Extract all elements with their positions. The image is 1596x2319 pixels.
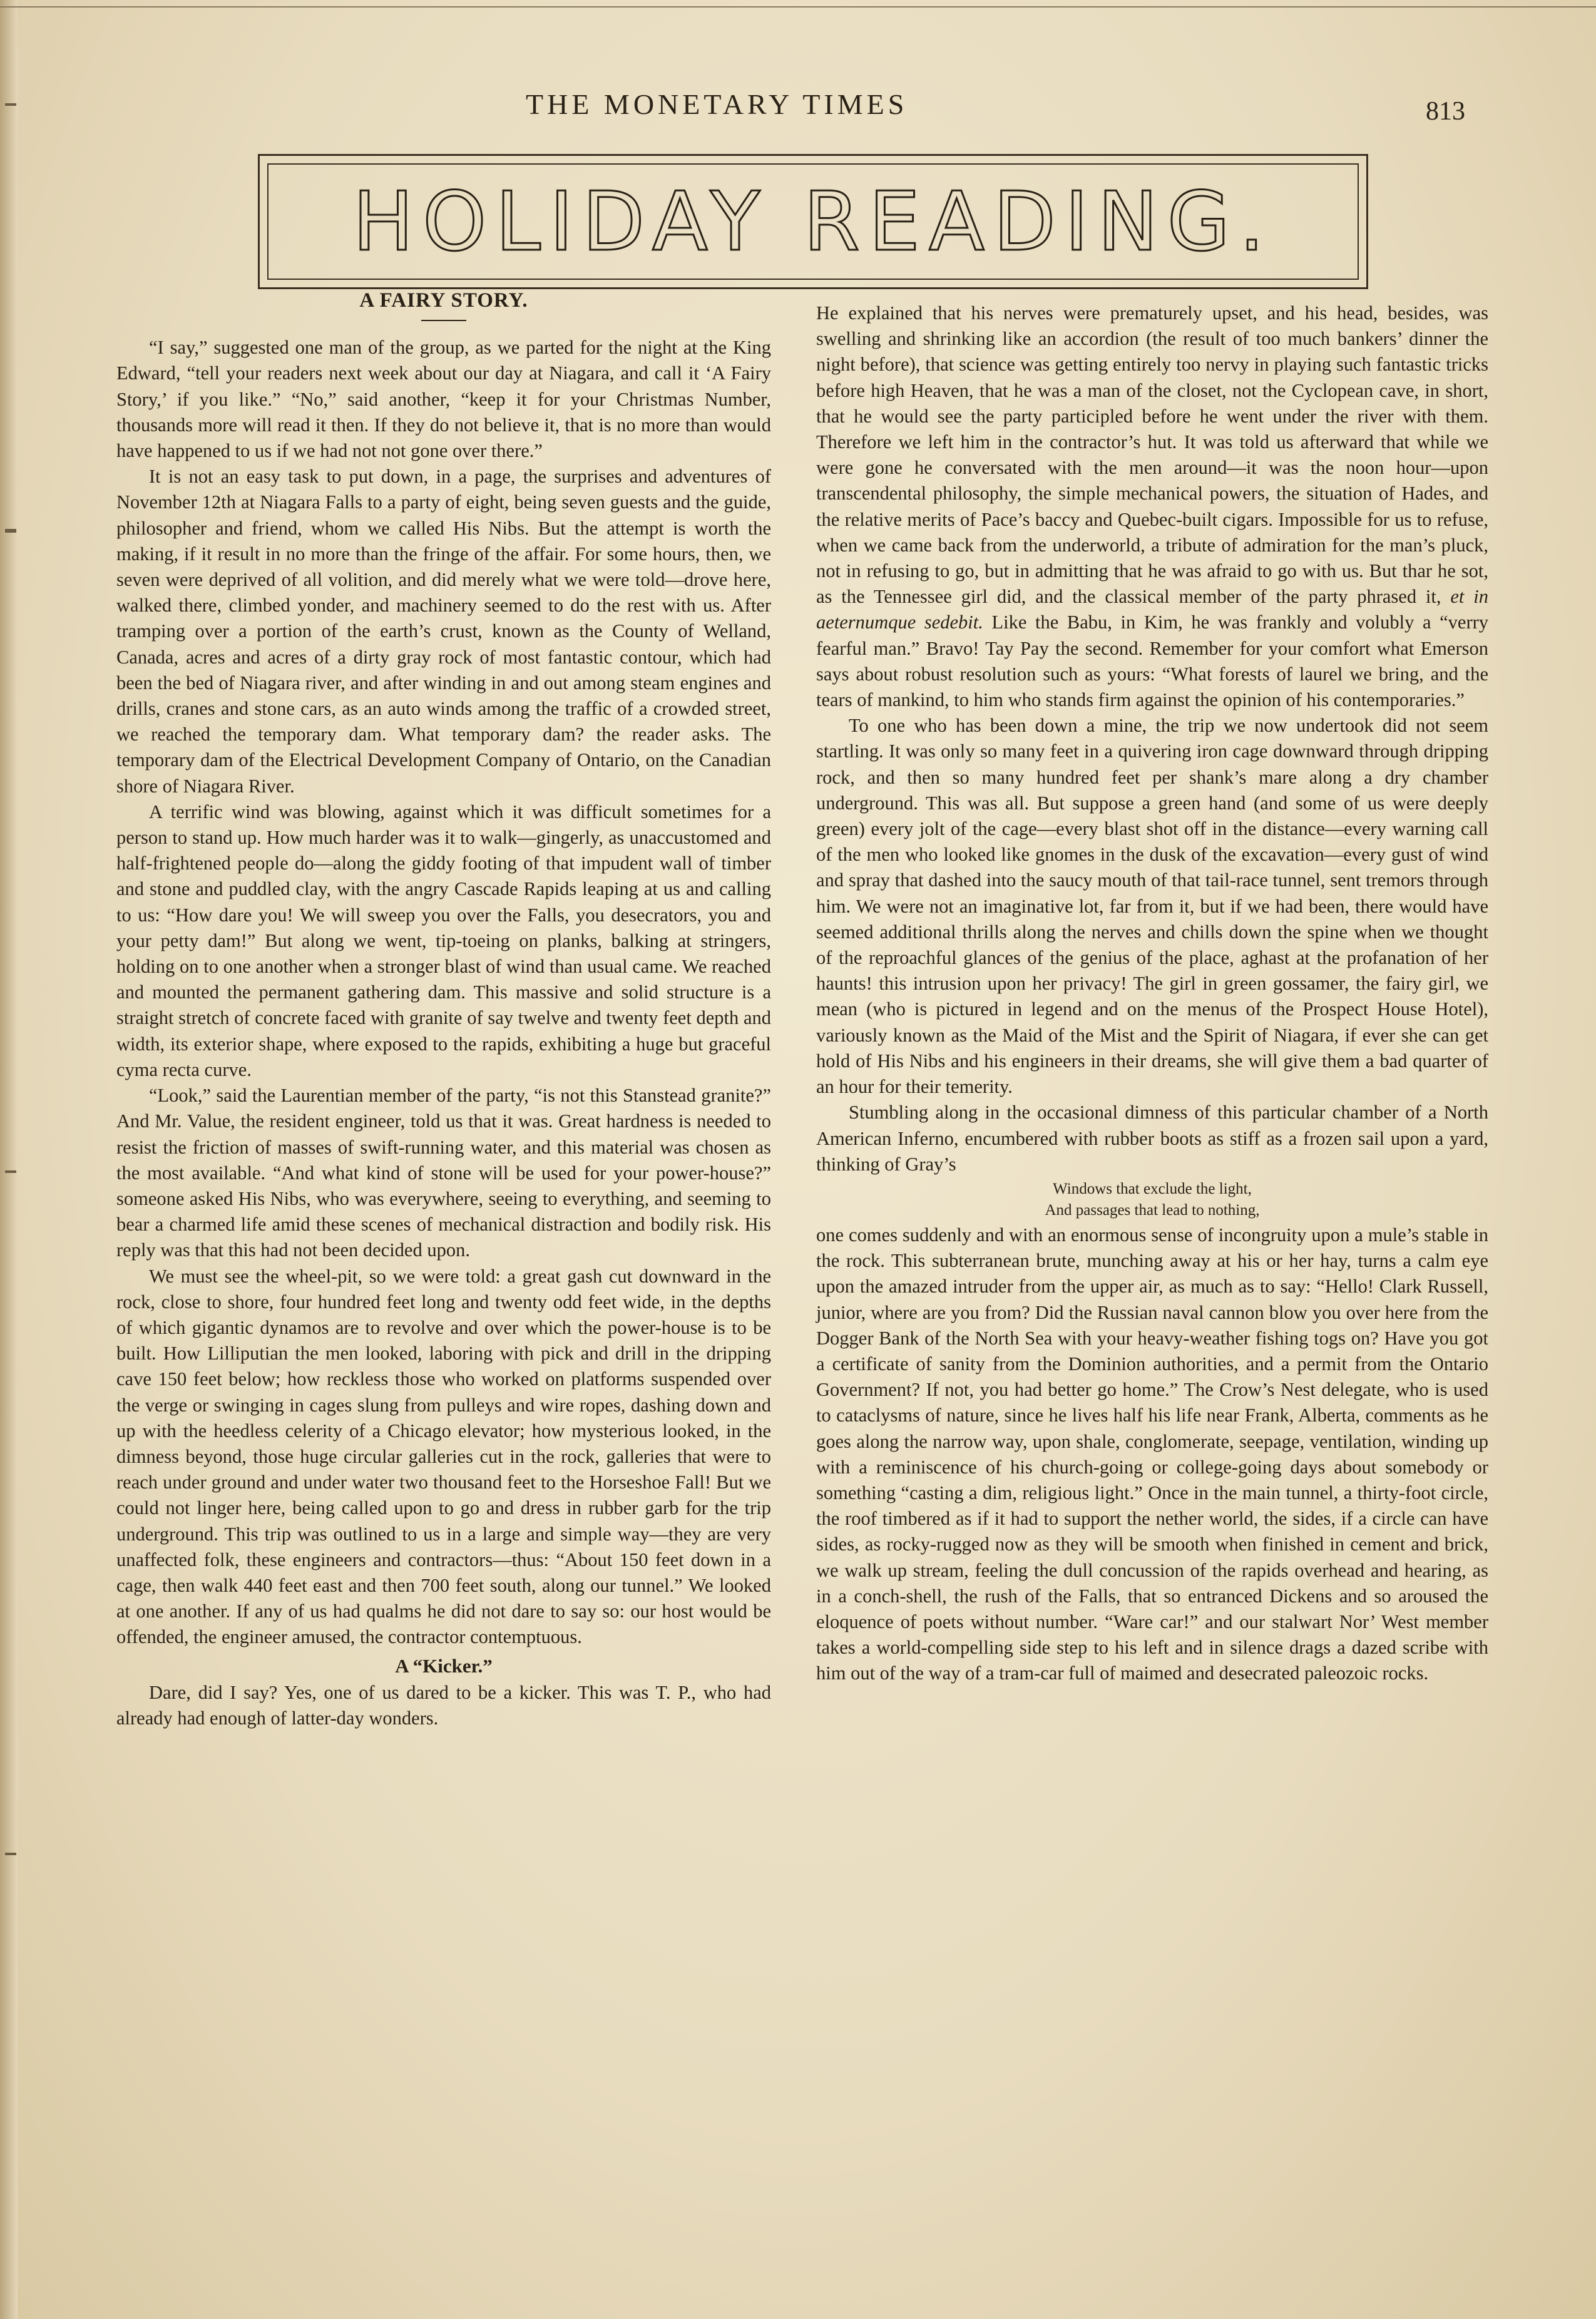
heading-rule: [421, 320, 466, 321]
running-title: THE MONETARY TIMES: [526, 88, 908, 120]
paragraph: “I say,” suggested one man of the group, as we parted for the night at the King Edward, “tell your readers next week about our day at Niagara, and call it ‘A Fairy Story,’ if you like.” “No,” said another, “keep it for your Christmas Number, thousands more will read it then. If they do not believe it, that is no more than would have happened to us if we had not not gone over there.”: [116, 337, 771, 462]
paragraph-text: Like the Babu, in Kim, he was frankly and volubly a “verry fearful man.” Bravo! Tay Pay the second. Remember for your comfort what Emerson says about robust resolution such as yours: “What forests of laurel we bring, and the tears of mankind, to him who stands firm against the opinion of his contemporaries.”: [816, 612, 1489, 711]
paragraph: To one who has been down a mine, the trip we now undertook did not seem startling. It was only so many feet in a quivering iron cage downward through dripping rock, and then so many hundred feet per shank’s mare along a dry chamber underground. This was all. But suppose a green hand (and some of us were deeply green) every jolt of the cage—every blast shot off in the distance—every warning call of the men who looked like gnomes in the dusk of the excavation—every gust of wind and spray that dashed into the saucy mouth of that tail-race tunnel, sent tremors through him. We were not an imaginative lot, far from it, but if we had been, there would have seemed additional thrills along the nerves and chills down the spine when we thought of the reproachful glances of the genius of the place, aghast at the profanation of her haunts! this intrusion upon her privacy! The girl in green gossamer, the fairy girl, we mean (who is pictured in legend and on the menus of the Prospect House Hotel), variously known as the Maid of the Mist and the Spirit of Niagara, if ever she can get hold of His Nibs and his engineers in their dreams, she will give them a bad quarter of an hour for their temerity.: [816, 715, 1488, 1098]
latin-phrase: et in aeternumque sedebit.: [816, 586, 1488, 633]
page-binding-edge: [0, 0, 18, 2319]
margin-mark: [5, 1853, 16, 1855]
banner-title: HOLIDAY READING.: [352, 174, 1274, 269]
section-banner-inner-frame: [267, 163, 1359, 280]
paragraph: A terrific wind was blowing, against which it was difficult sometimes for a person to stand up. How much harder was it to walk—gingerly, as unaccustomed and half-frightened people do—along the giddy footing of that impudent wall of timber and stone and puddled clay, with the angry Cascade Rapids leaping at us and calling to us: “How dare you! We will sweep you over the Falls, you desecrators, you and your petty dam!” But along we went, tip-toeing on planks, balking at stringers, holding on to one another when a stronger blast of wind than usual came. We reached and mounted the permanent gathering dam. This massive and solid structure is a straight stretch of concrete faced with granite of say twelve and twenty feet depth and width, its exterior shape, where exposed to the rapids, exhibiting a huge but graceful cyma recta curve.: [116, 801, 771, 1080]
right-column: [816, 300, 1488, 1687]
page-header: [0, 88, 1596, 131]
verse-line: Windows that exclude the light,: [1053, 1180, 1252, 1197]
paragraph: It is not an easy task to put down, in a page, the surprises and adventures of November 12th at Niagara Falls to a party of eight, being seven guests and the guide, philosopher and friend, whom we called His Nibs. But the attempt is worth the making, if it result in no more than the fringe of the affair. For some hours, then, we seven were deprived of all volition, and did merely what we were told—drove here, walked there, climbed yonder, and machinery seemed to do the rest with us. After tramping over a portion of the earth’s crust, known as the County of Welland, Canada, acres and acres of a dirty gray rock of most fantastic contour, which had been the bed of Niagara river, and after winding in and out among steam engines and drills, cranes and stone cars, as an auto winds among the traffic of a crowded street, we reached the temporary dam. What temporary dam? the reader asks. The temporary dam of the Electrical Development Company of Ontario, on the Canadian shore of Niagara River.: [116, 466, 771, 797]
section-banner: [258, 154, 1368, 289]
verse-line: And passages that lead to nothing,: [1045, 1201, 1260, 1219]
paragraph: Stumbling along in the occasional dimness of this particular chamber of a North American Inferno, encumbered with rubber boots as stiff as a frozen sail upon a yard, thinking of Gray’s: [816, 1102, 1488, 1175]
left-column: [116, 288, 771, 1731]
paragraph: “Look,” said the Laurentian member of the party, “is not this Stanstead granite?” And Mr. Value, the resident engineer, told us that it was. Great hardness is needed to resist the friction of masses of swift-running water, and this material was chosen as the most available. “And what kind of stone will be used for your power-house?” someone asked His Nibs, who was everywhere, seeing to everything, and seeming to bear a charmed life amid these scenes of mechanical distraction and bodily risk. His reply was that this had not been decided upon.: [116, 1085, 771, 1261]
top-edge-line: [0, 6, 1596, 8]
verse-quote: [816, 1179, 1488, 1221]
margin-mark: [5, 103, 16, 106]
paragraph: We must see the wheel-pit, so we were told: a great gash cut downward in the rock, close to shore, four hundred feet long and twenty odd feet wide, in the depths of which gigantic dynamos are to revolve and over which the power-house is to be built. How Lilliputian the men looked, laboring with pick and drill in the dripping cave 150 feet below; how reckless those who worked on platforms suspended over the verge or swinging in cages slung from pulleys and wire ropes, dashing down and up with the heedless celerity of a Chicago elevator; how mysterious looked, in the dimness beyond, those huge circular galleries cut in the rock, galleries that were to reach under ground and under water two thousand feet to the Horseshoe Fall! But we could not linger here, being called upon to go and dress in rubber garb for the trip underground. This trip was outlined to us in a large and simple way—they are very unaffected folk, these engineers and contractors—thus: “About 150 feet down in a cage, then walk 440 feet east and then 700 feet south, along our tunnel.” We looked at one another. If any of us had qualms he did not dare to say so: our host would be offended, the engineer amused, the contractor contemptuous.: [116, 1265, 771, 1648]
paragraph: [816, 300, 1488, 713]
article-heading: A FAIRY STORY.: [359, 289, 528, 312]
paragraph-text: He explained that his nerves were prematurely upset, and his head, besides, was swelling and shrinking like an accordion (the result of too much bankers’ dinner the night before), that science was getting entirely too nervy in playing such fantastic tricks before high Heaven, that he was a man of the closet, not the Cyclopean cave, in short, that he would see the party participled before he went under the river with them. Therefore we left him in the contractor’s hut. It was told us afterward that while we were gone he conversated with the men around—it was the noon hour—upon transcendental philosophy, the simple mechanical powers, the situation of Hades, and the relative merits of Pace’s baccy and Quebec-built cigars. Impossible for us to refuse, when we came back from the underworld, a tribute of admiration for the man’s pluck, not in refusing to go, but in admitting that he was afraid to go with us. But thar he sot, as the Tennessee girl did, and the classical member of the party phrased it,: [816, 302, 1488, 608]
paragraph: Dare, did I say? Yes, one of us dared to be a kicker. This was T. P., who had already had enough of latter-day wonders.: [116, 1681, 771, 1729]
paragraph: one comes suddenly and with an enormous sense of incongruity upon a mule’s stable in the rock. This subterranean brute, munching away at his or her hay, turns a calm eye upon the amazed intruder from the upper air, as much as to say: “Hello! Clark Russell, junior, where are you from? Did the Russian naval cannon blow you over here from the Dogger Bank of the North Sea with your heavy-weather fishing togs on? Have you got a certificate of sanity from the Dominion authorities, and a permit from the Ontario Government? If not, you had better go home.” The Crow’s Nest delegate, who is used to cataclysms of nature, since he lives half his life near Frank, Alberta, comments as he goes along the narrow way, upon shale, conglomerate, seepage, ventilation, winding up with a reminiscence of his church-going or college-going days about somebody or something “casting a dim, religious light.” Once in the main tunnel, a thirty-foot circle, the roof timbered as if it had to support the nether world, the sides, if a circle can have sides, as rocky-rugged now as they will be smooth when finished in cement and brick, we walk up stream, feeling the dull concussion of the rapids overhead and hearing, as in a conch-shell, the rush of the Falls, that so entranced Dickens and so aroused the eloquence of poets without number. “Ware car!” and our stalwart Nor’ West member takes a world-compelling side step to his left and in silence drags a dazed scribe with him out of the way of a tram-car full of maimed and desecrated paleozoic rocks.: [816, 1224, 1488, 1684]
kicker-subheading: A “Kicker.”: [395, 1654, 493, 1677]
margin-mark: [5, 1170, 16, 1173]
margin-mark: [5, 529, 16, 533]
page-number: 813: [1426, 97, 1465, 126]
